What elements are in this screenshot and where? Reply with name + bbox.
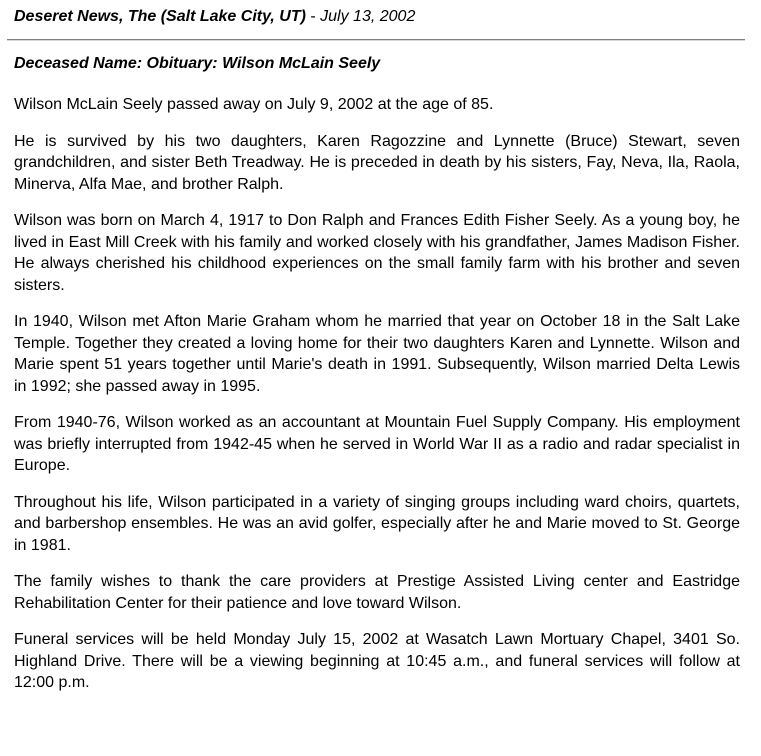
paragraph-survivors: He is survived by his two daughters, Karen Ragozzine and Lynnette (Bruce) Stewart, seven grandchildren, and sister Beth Treadway. He is preceded in death by his sisters, Fay, Neva, Ila, Raola, Minerva, Alfa Mae, and brother Ralph. [14,132,740,193]
paragraph-hobbies: Throughout his life, Wilson participated in a variety of singing groups including ward choirs, quartets, and barbershop ensembles. He was an avid golfer, especially after he and Marie moved to St. George in 1981. [14,493,740,554]
paragraph-marriage: In 1940, Wilson met Afton Marie Graham whom he married that year on October 18 in the Salt Lake Temple. Together they created a loving home for their two daughters Karen and Lynnette. Wilson and Marie spent 51 years together until Marie's death in 1991. Subsequently, Wilson married Delta Lewis in 1992; she passed away in 1995. [14,313,740,395]
header-separator: - [305,8,321,25]
publication-date: July 13, 2002 [320,8,416,25]
newspaper-source: Deseret News, The (Salt Lake City, UT) [14,8,306,25]
article-header [14,7,415,27]
header-divider [7,39,745,41]
paragraph-death-notice: Wilson McLain Seely passed away on July 9, 2002 at the age of 85. [14,96,494,113]
paragraph-career: From 1940-76, Wilson worked as an accountant at Mountain Fuel Supply Company. His employment was briefly interrupted from 1942-45 when he served in World War II as a radio and radar specialist in Europe. [14,414,740,474]
obituary-body [14,94,740,709]
paragraph-thanks: The family wishes to thank the care providers at Prestige Assisted Living center and Eastridge Rehabilitation Center for their patience and love toward Wilson. [14,573,740,612]
paragraph-early-life: Wilson was born on March 4, 1917 to Don Ralph and Frances Edith Fisher Seely. As a young boy, he lived in East Mill Creek with his family and worked closely with his grandfather, James Madison Fisher. He always cherished his childhood experiences on the small family farm with his brother and seven sisters. [14,212,740,294]
paragraph-funeral: Funeral services will be held Monday July 15, 2002 at Wasatch Lawn Mortuary Chapel, 3401 So. Highland Drive. There will be a viewing beginning at 10:45 a.m., and funeral services will follow at 12:00 p.m. [14,631,740,691]
deceased-heading: Deceased Name: Obituary: Wilson McLain Seely [14,55,381,72]
